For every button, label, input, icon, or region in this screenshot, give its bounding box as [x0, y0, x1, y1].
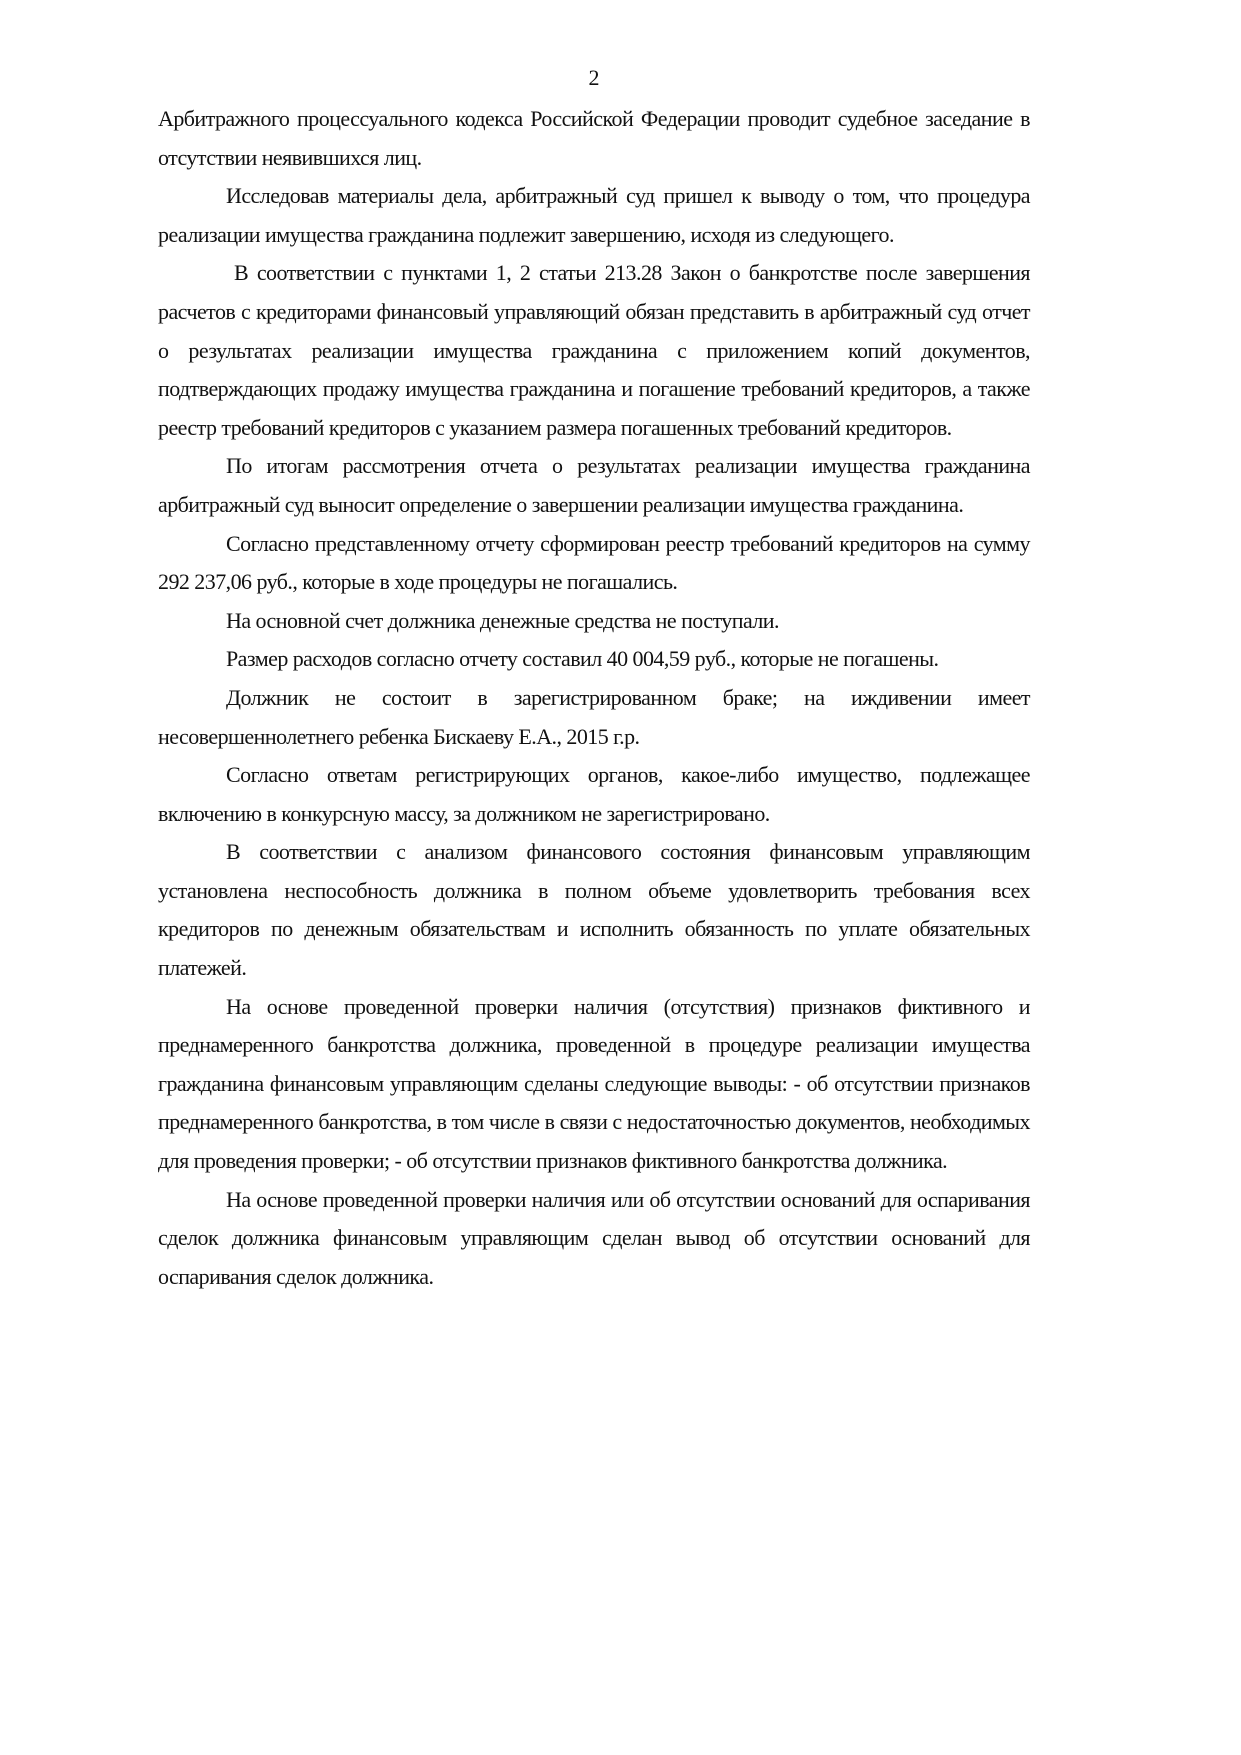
document-body [158, 100, 1030, 1296]
paragraph-property-registry: Согласно ответам регистрирующих органов, какое-либо имущество, подлежащее включению в конкурсную массу, за должником не зарегистрировано. [158, 762, 1030, 826]
paragraph-financial-analysis: В соответствии с анализом финансового состояния финансовым управляющим установлена неспособность должника в полном объеме удовлетворить требования всех кредиторов по денежным обязательствам и исполнить обязанность по уплате обязательных платежей. [158, 839, 1030, 981]
paragraph-family-status: Должник не состоит в зарегистрированном браке; на иждивении имеет несовершеннолетнего ребенка Бискаеву Е.А., 2015 г.р. [158, 684, 1030, 749]
paragraph-creditor-registry: Согласно представленному отчету сформирован реестр требований кредиторов на сумму 292 237,06 руб., которые в ходе процедуры не погашались. [158, 530, 1030, 595]
paragraph-transactions-check: На основе проведенной проверки наличия или об отсутствии оснований для оспаривания сделок должника финансовым управляющим сделан вывод об отсутствии оснований для оспаривания сделок должника. [158, 1186, 1030, 1289]
paragraph-account-funds: На основной счет должника денежные средства не поступали. [226, 607, 779, 633]
paragraph-procedure-continuation: Арбитражного процессуального кодекса Российской Федерации проводит судебное заседание в отсутствии неявившихся лиц. [158, 106, 1030, 170]
paragraph-report-review: По итогам рассмотрения отчета о результатах реализации имущества гражданина арбитражный суд выносит определение о завершении реализации имущества гражданина. [158, 453, 1030, 517]
paragraph-court-conclusion: Исследовав материалы дела, арбитражный суд пришел к выводу о том, что процедура реализации имущества гражданина подлежит завершению, исходя из следующего. [158, 183, 1030, 247]
paragraph-bankruptcy-check: На основе проведенной проверки наличия (отсутствия) признаков фиктивного и преднамеренного банкротства должника, проведенной в процедуре реализации имущества гражданина финансовым управляющим сделаны следующие выводы: - об отсутствии признаков преднамеренного банкротства, в том числе в связи с недостаточностью документов, необходимых для проведения проверки; - об отсутствии признаков фиктивного банкротства должника. [158, 993, 1030, 1174]
page-number: 2 [588, 65, 600, 90]
paragraph-expenses: Размер расходов согласно отчету составил 40 004,59 руб., которые не погашены. [226, 646, 939, 672]
paragraph-legal-basis: В соответствии с пунктами 1, 2 статьи 213.28 Закон о банкротстве после завершения расчетов с кредиторами финансовый управляющий обязан представить в арбитражный суд отчет о результатах реализации имущества гражданина с приложением копий документов, подтверждающих продажу имущества гражданина и погашение требований кредиторов, а также реестр требований кредиторов с указанием размера погашенных требований кредиторов. [158, 260, 1030, 440]
